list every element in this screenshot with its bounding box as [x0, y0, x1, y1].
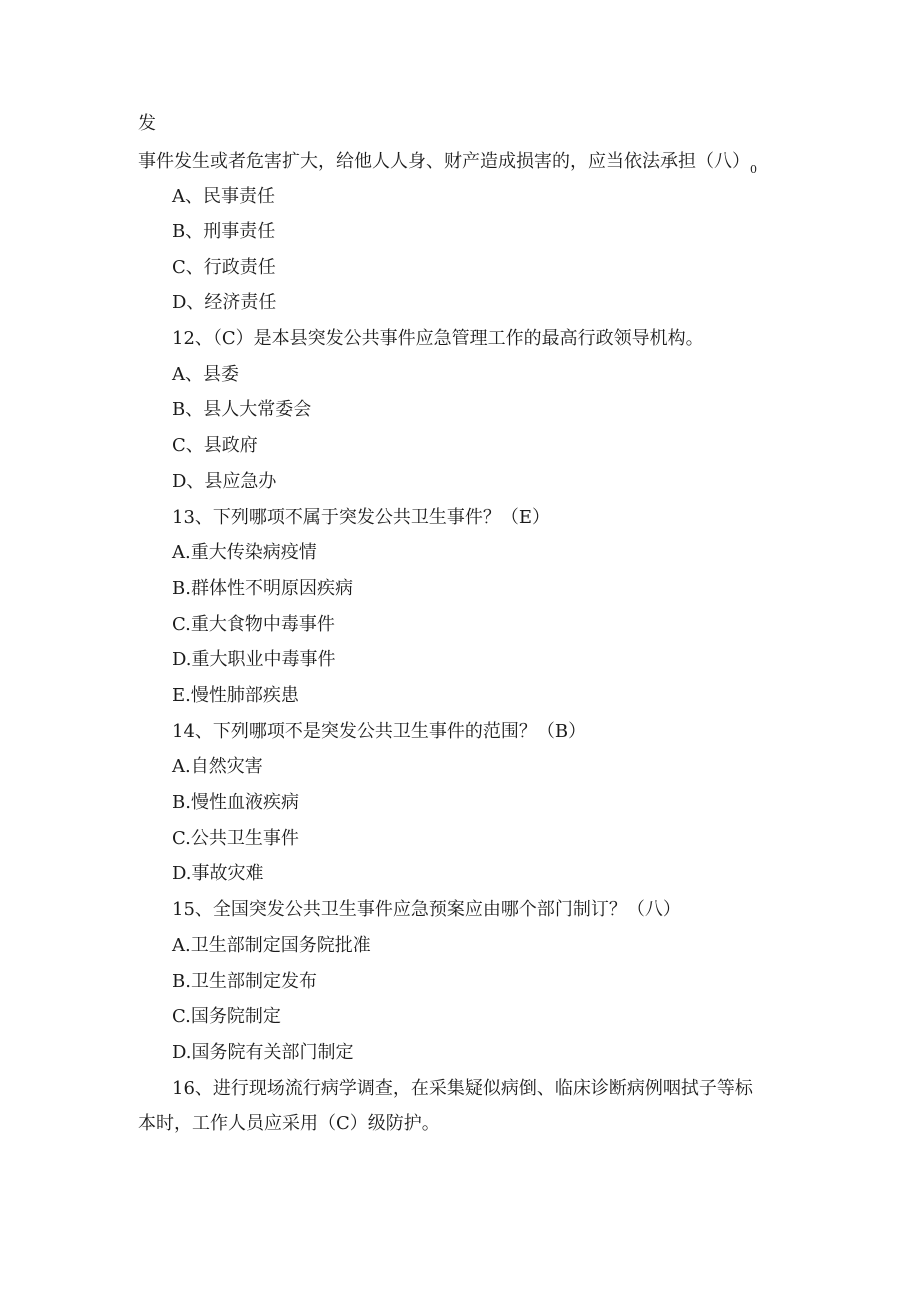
option-15a: A.卫生部制定国务院批准 [172, 935, 371, 956]
option-14c: C.公共卫生事件 [172, 828, 299, 849]
option-11a: A、民事责任 [172, 186, 275, 207]
option-11d: D、经济责任 [172, 292, 277, 313]
option-15c: C.国务院制定 [172, 1006, 281, 1027]
option-14b: B.慢性血液疾病 [172, 792, 299, 813]
option-15d: D.国务院有关部门制定 [172, 1042, 354, 1063]
option-12d: D、县应急办 [172, 471, 277, 492]
question-11-text: 事件发生或者危害扩大，给他人人身、财产造成损害的，应当依法承担（八） [138, 151, 750, 172]
option-15b: B.卫生部制定发布 [172, 971, 317, 992]
question-14: 14、下列哪项不是突发公共卫生事件的范围？（B） [172, 721, 587, 742]
text-line-fa: 发 [138, 113, 156, 134]
question-11-suffix: 0 [750, 163, 757, 176]
question-15: 15、全国突发公共卫生事件应急预案应由哪个部门制订？（八） [172, 899, 681, 920]
question-13: 13、下列哪项不属于突发公共卫生事件？（E） [172, 507, 551, 528]
question-16: 16、进行现场流行病学调查，在采集疑似病倒、临床诊断病例咽拭子等标 [172, 1078, 753, 1099]
question-11-continuation [138, 150, 757, 174]
option-14d: D.事故灾难 [172, 863, 264, 884]
option-12c: C、县政府 [172, 435, 258, 456]
option-12b: B、县人大常委会 [172, 399, 312, 420]
option-13b: B.群体性不明原因疾病 [172, 578, 353, 599]
option-11b: B、刑事责任 [172, 221, 276, 242]
question-12: 12、（C）是本县突发公共事件应急管理工作的最高行政领导机构。 [172, 328, 704, 349]
question-16-continuation: 本时，工作人员应采用（C）级防护。 [138, 1113, 440, 1134]
option-12a: A、县委 [172, 364, 239, 385]
option-13d: D.重大职业中毒事件 [172, 649, 336, 670]
option-13a: A.重大传染病疫情 [172, 542, 317, 563]
option-13e: E.慢性肺部疾患 [172, 685, 299, 706]
option-13c: C.重大食物中毒事件 [172, 614, 335, 635]
option-11c: C、行政责任 [172, 257, 276, 278]
option-14a: A.自然灾害 [172, 756, 263, 777]
